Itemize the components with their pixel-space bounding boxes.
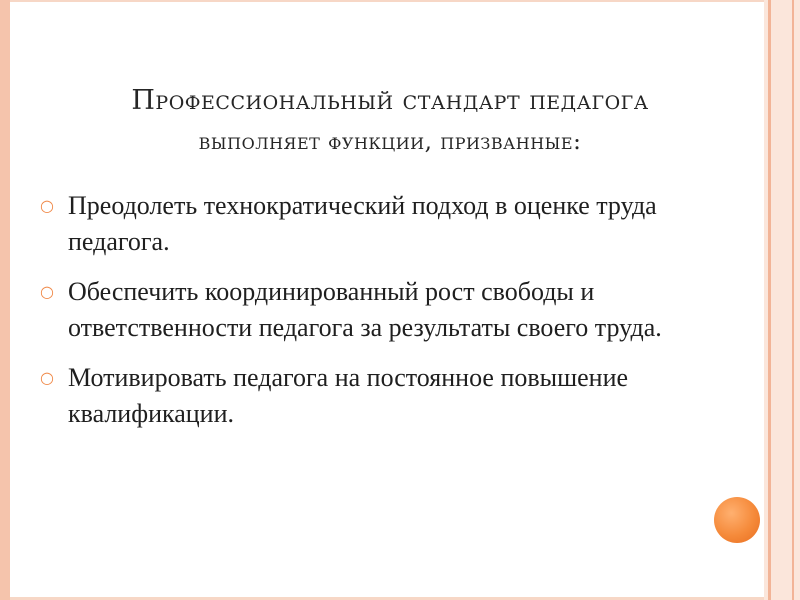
bullet-text: Мотивировать педагога на постоянное повышение квалификации. (68, 363, 629, 428)
bullet-text: Обеспечить координированный рост свободы и ответственности педагога за результаты своего труда. (68, 277, 662, 342)
slide-title (30, 80, 750, 162)
orange-circle-decoration (714, 497, 760, 543)
slide-title-line-1: Профессиональный стандарт педагога (131, 85, 649, 116)
bullet-list (40, 188, 720, 446)
bullet-item (40, 188, 720, 260)
bullet-text: Преодолеть технократический подход в оценке труда педагога. (68, 191, 657, 256)
bullet-icon: ○ (40, 282, 54, 301)
bullet-icon: ○ (40, 368, 54, 387)
frame-top-border (0, 0, 764, 2)
frame-left-border (0, 0, 10, 600)
bullet-item (40, 360, 720, 432)
bullet-icon: ○ (40, 196, 54, 215)
bullet-item (40, 274, 720, 346)
frame-right-line (792, 0, 794, 600)
frame-right-line (768, 0, 771, 600)
slide-title-line-2: выполняет функции, призванные: (198, 129, 582, 155)
